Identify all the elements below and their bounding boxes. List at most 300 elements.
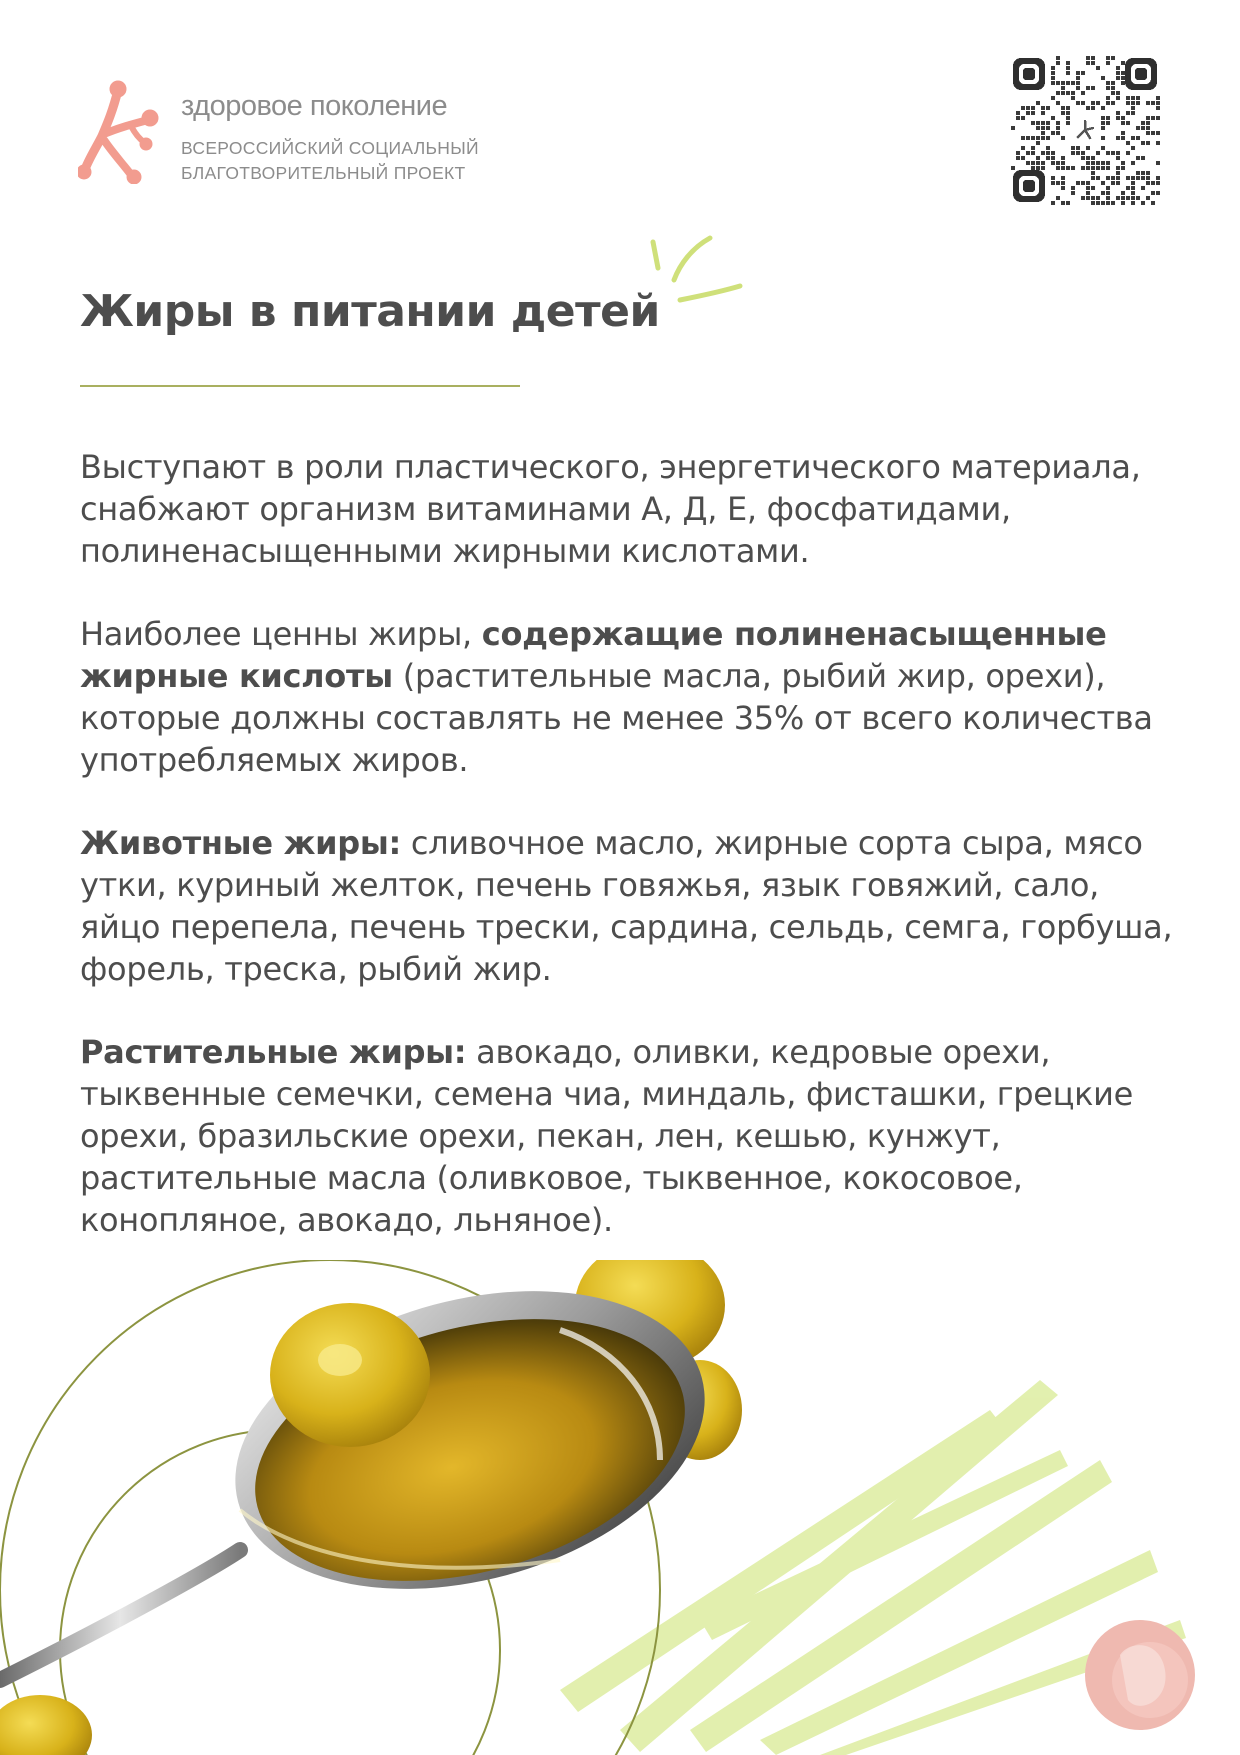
- qr-module: [1086, 61, 1090, 65]
- qr-module: [1096, 151, 1100, 155]
- qr-module: [1141, 176, 1145, 180]
- qr-module: [1116, 71, 1120, 75]
- qr-module: [1046, 146, 1050, 150]
- qr-module: [1126, 96, 1130, 100]
- qr-module: [1091, 201, 1095, 205]
- qr-module: [1121, 121, 1125, 125]
- qr-module: [1016, 116, 1020, 120]
- qr-module: [1131, 96, 1135, 100]
- qr-module: [1146, 101, 1150, 105]
- qr-module: [1076, 146, 1080, 150]
- qr-module: [1121, 131, 1125, 135]
- qr-module: [1036, 141, 1040, 145]
- qr-module: [1151, 201, 1155, 205]
- qr-module: [1106, 56, 1110, 60]
- qr-module: [1101, 181, 1105, 185]
- qr-module: [1131, 196, 1135, 200]
- qr-module: [1021, 156, 1025, 160]
- pufa-lead: Наиболее ценны жиры,: [80, 615, 482, 653]
- qr-module: [1051, 71, 1055, 75]
- qr-module: [1066, 71, 1070, 75]
- qr-module: [1141, 201, 1145, 205]
- qr-module: [1096, 166, 1100, 170]
- qr-module: [1156, 176, 1160, 180]
- qr-module: [1146, 176, 1150, 180]
- qr-module: [1121, 136, 1125, 140]
- qr-module: [1056, 131, 1060, 135]
- qr-module: [1131, 201, 1135, 205]
- qr-module: [1111, 81, 1115, 85]
- qr-module: [1116, 76, 1120, 80]
- qr-module: [1141, 156, 1145, 160]
- qr-module: [1106, 121, 1110, 125]
- qr-module: [1046, 121, 1050, 125]
- animal-fats-list: сливочное масло, жирные сорта сыра, мясо утки, куриный желток, печень говяжья, язык говяжий, сало, яйцо перепела, печень трески, сардина, сельдь, семга, горбуша, форель, треска, рыбий жир.: [80, 824, 1173, 988]
- qr-module: [1036, 166, 1040, 170]
- qr-module: [1041, 131, 1045, 135]
- qr-module: [1116, 96, 1120, 100]
- qr-module: [1086, 106, 1090, 110]
- qr-module: [1146, 141, 1150, 145]
- qr-module: [1051, 81, 1055, 85]
- qr-module: [1086, 181, 1090, 185]
- qr-module: [1121, 76, 1125, 80]
- qr-module: [1031, 151, 1035, 155]
- qr-module: [1111, 176, 1115, 180]
- qr-module: [1086, 156, 1090, 160]
- qr-module: [1031, 146, 1035, 150]
- qr-module: [1071, 166, 1075, 170]
- qr-module: [1056, 161, 1060, 165]
- qr-module: [1076, 81, 1080, 85]
- qr-module: [1016, 151, 1020, 155]
- qr-module: [1101, 126, 1105, 130]
- qr-module: [1116, 156, 1120, 160]
- qr-module: [1151, 101, 1155, 105]
- qr-module: [1021, 136, 1025, 140]
- qr-module: [1106, 186, 1110, 190]
- qr-module: [1131, 106, 1135, 110]
- qr-module: [1046, 136, 1050, 140]
- qr-module: [1111, 151, 1115, 155]
- qr-module: [1021, 116, 1025, 120]
- qr-module: [1051, 161, 1055, 165]
- qr-module: [1026, 111, 1030, 115]
- qr-module: [1121, 61, 1125, 65]
- qr-module: [1021, 106, 1025, 110]
- qr-module: [1086, 161, 1090, 165]
- qr-module: [1126, 186, 1130, 190]
- brand-tagline: [181, 136, 479, 186]
- qr-module: [1131, 181, 1135, 185]
- qr-module: [1051, 76, 1055, 80]
- qr-module: [1091, 156, 1095, 160]
- qr-module: [1041, 166, 1045, 170]
- qr-module: [1061, 91, 1065, 95]
- qr-module: [1081, 151, 1085, 155]
- qr-module: [1041, 106, 1045, 110]
- paragraph-animal-fats: [80, 822, 1180, 990]
- olive-oil-spoon-illustration: [0, 1260, 1240, 1755]
- qr-module: [1036, 136, 1040, 140]
- qr-module: [1146, 121, 1150, 125]
- qr-module: [1136, 136, 1140, 140]
- qr-module: [1091, 101, 1095, 105]
- qr-module: [1111, 56, 1115, 60]
- qr-module: [1081, 181, 1085, 185]
- qr-module: [1141, 141, 1145, 145]
- qr-module: [1061, 161, 1065, 165]
- qr-module: [1106, 101, 1110, 105]
- qr-module: [1066, 66, 1070, 70]
- qr-module: [1041, 136, 1045, 140]
- qr-module: [1151, 191, 1155, 195]
- qr-module: [1146, 131, 1150, 135]
- qr-module: [1151, 181, 1155, 185]
- qr-module: [1061, 201, 1065, 205]
- qr-module: [1121, 201, 1125, 205]
- qr-module: [1081, 91, 1085, 95]
- qr-module: [1156, 181, 1160, 185]
- qr-module: [1106, 176, 1110, 180]
- qr-module: [1106, 86, 1110, 90]
- qr-module: [1126, 101, 1130, 105]
- qr-module: [1086, 186, 1090, 190]
- qr-module: [1136, 101, 1140, 105]
- qr-module: [1026, 161, 1030, 165]
- qr-module: [1116, 151, 1120, 155]
- qr-module: [1071, 146, 1075, 150]
- qr-module: [1136, 171, 1140, 175]
- qr-module: [1146, 116, 1150, 120]
- qr-module: [1101, 161, 1105, 165]
- qr-module: [1106, 191, 1110, 195]
- qr-module: [1076, 76, 1080, 80]
- qr-module: [1151, 131, 1155, 135]
- qr-module: [1056, 181, 1060, 185]
- qr-module: [1066, 166, 1070, 170]
- qr-module: [1111, 91, 1115, 95]
- qr-module: [1116, 196, 1120, 200]
- qr-module: [1091, 166, 1095, 170]
- qr-module: [1106, 81, 1110, 85]
- qr-module: [1056, 81, 1060, 85]
- qr-module: [1061, 86, 1065, 90]
- qr-module: [1096, 66, 1100, 70]
- qr-module: [1066, 121, 1070, 125]
- qr-module: [1111, 101, 1115, 105]
- qr-module: [1036, 156, 1040, 160]
- qr-module: [1086, 191, 1090, 195]
- qr-module: [1106, 196, 1110, 200]
- qr-module: [1101, 201, 1105, 205]
- qr-module: [1106, 151, 1110, 155]
- qr-module: [1086, 196, 1090, 200]
- title-underline: [80, 385, 520, 387]
- qr-module: [1086, 56, 1090, 60]
- qr-module: [1156, 141, 1160, 145]
- qr-module: [1071, 186, 1075, 190]
- molecule-logo-icon: [78, 80, 160, 184]
- qr-module: [1076, 86, 1080, 90]
- qr-module: [1016, 156, 1020, 160]
- qr-module: [1146, 181, 1150, 185]
- pufa-rest: (растительные масла, рыбий жир, орехи), которые должны составлять не менее 35% от всего количества употребляемых жиров.: [80, 657, 1153, 779]
- qr-module: [1071, 191, 1075, 195]
- qr-module: [1116, 166, 1120, 170]
- qr-module: [1026, 106, 1030, 110]
- qr-module: [1056, 101, 1060, 105]
- qr-module: [1106, 201, 1110, 205]
- qr-module: [1071, 151, 1075, 155]
- qr-module: [1156, 191, 1160, 195]
- qr-module: [1131, 136, 1135, 140]
- qr-module: [1106, 96, 1110, 100]
- qr-module: [1126, 121, 1130, 125]
- qr-module: [1146, 196, 1150, 200]
- qr-module: [1156, 116, 1160, 120]
- qr-module: [1071, 81, 1075, 85]
- qr-module: [1091, 106, 1095, 110]
- qr-module: [1096, 201, 1100, 205]
- qr-module: [1136, 176, 1140, 180]
- qr-module: [1086, 146, 1090, 150]
- qr-module: [1091, 61, 1095, 65]
- qr-module: [1086, 166, 1090, 170]
- qr-module: [1041, 126, 1045, 130]
- qr-module: [1031, 166, 1035, 170]
- sparkle-lines-icon: [650, 234, 750, 308]
- qr-module: [1061, 166, 1065, 170]
- qr-module: [1146, 171, 1150, 175]
- qr-module: [1121, 196, 1125, 200]
- spoon: [0, 1260, 738, 1680]
- qr-module: [1036, 101, 1040, 105]
- qr-module: [1156, 161, 1160, 165]
- qr-module: [1051, 66, 1055, 70]
- qr-module: [1126, 111, 1130, 115]
- qr-module: [1141, 121, 1145, 125]
- qr-module: [1111, 181, 1115, 185]
- qr-module: [1101, 136, 1105, 140]
- qr-module: [1101, 191, 1105, 195]
- qr-module: [1136, 96, 1140, 100]
- qr-module: [1081, 196, 1085, 200]
- qr-module: [1051, 131, 1055, 135]
- brand-tagline-line2: БЛАГОТВОРИТЕЛЬНЫЙ ПРОЕКТ: [181, 163, 466, 183]
- qr-module: [1056, 196, 1060, 200]
- watercolor-circle-icon: [1085, 1620, 1195, 1730]
- qr-module: [1056, 61, 1060, 65]
- paragraph-pufa: [80, 613, 1180, 781]
- qr-module: [1141, 126, 1145, 130]
- qr-module: [1061, 106, 1065, 110]
- qr-module: [1041, 161, 1045, 165]
- qr-module: [1076, 71, 1080, 75]
- qr-module: [1061, 156, 1065, 160]
- qr-module: [1106, 116, 1110, 120]
- qr-module: [1021, 146, 1025, 150]
- qr-module: [1031, 121, 1035, 125]
- qr-module: [1126, 176, 1130, 180]
- qr-module: [1096, 101, 1100, 105]
- qr-code-icon[interactable]: [1009, 54, 1161, 206]
- paragraph-intro: Выступают в роли пластического, энергетического материала, снабжают организм витаминами А, Д, Е, фосфатидами, полиненасыщенными жирными кислотами.: [80, 448, 1141, 570]
- plant-fats-list: авокадо, оливки, кедровые орехи, тыквенные семечки, семена чиа, миндаль, фисташки, грецкие орехи, бразильские орехи, пекан, лен, кешью, кунжут, растительные масла (оливковое, тыквенное, кокосовое, конопляное, авокадо, льняное).: [80, 1033, 1134, 1239]
- qr-module: [1101, 76, 1105, 80]
- qr-module: [1111, 86, 1115, 90]
- qr-module: [1131, 146, 1135, 150]
- qr-module: [1081, 156, 1085, 160]
- qr-module: [1091, 186, 1095, 190]
- qr-module: [1071, 91, 1075, 95]
- qr-module: [1061, 186, 1065, 190]
- qr-module: [1011, 126, 1015, 130]
- qr-module: [1056, 121, 1060, 125]
- qr-module: [1041, 121, 1045, 125]
- qr-module: [1136, 126, 1140, 130]
- qr-module: [1066, 81, 1070, 85]
- qr-module: [1136, 156, 1140, 160]
- qr-module: [1131, 186, 1135, 190]
- qr-module: [1061, 181, 1065, 185]
- qr-module: [1131, 111, 1135, 115]
- qr-module: [1051, 201, 1055, 205]
- plant-fats-heading: Растительные жиры:: [80, 1033, 467, 1071]
- qr-module: [1081, 166, 1085, 170]
- qr-module: [1046, 156, 1050, 160]
- qr-module: [1096, 176, 1100, 180]
- qr-module: [1096, 161, 1100, 165]
- paragraph-plant-fats: [80, 1031, 1180, 1241]
- qr-module: [1066, 111, 1070, 115]
- qr-module: [1051, 156, 1055, 160]
- qr-module: [1016, 111, 1020, 115]
- qr-module: [1116, 66, 1120, 70]
- qr-module: [1141, 186, 1145, 190]
- qr-module: [1101, 106, 1105, 110]
- qr-module: [1061, 111, 1065, 115]
- qr-module: [1136, 196, 1140, 200]
- qr-module: [1041, 151, 1045, 155]
- qr-module: [1061, 176, 1065, 180]
- qr-module: [1096, 196, 1100, 200]
- qr-module: [1046, 151, 1050, 155]
- qr-module: [1046, 126, 1050, 130]
- qr-module: [1091, 176, 1095, 180]
- qr-module: [1101, 116, 1105, 120]
- qr-module: [1066, 116, 1070, 120]
- qr-module: [1051, 151, 1055, 155]
- qr-module: [1126, 141, 1130, 145]
- qr-module: [1121, 191, 1125, 195]
- qr-module: [1051, 96, 1055, 100]
- qr-module: [1041, 111, 1045, 115]
- qr-module: [1111, 201, 1115, 205]
- qr-module: [1061, 136, 1065, 140]
- qr-module: [1076, 101, 1080, 105]
- qr-module: [1101, 146, 1105, 150]
- pufa-emphasis: содержащие полиненасыщенные жирные кислоты: [80, 615, 1107, 695]
- page-title: Жиры в питании детей: [80, 286, 660, 337]
- qr-module: [1036, 161, 1040, 165]
- qr-module: [1121, 116, 1125, 120]
- qr-module: [1071, 96, 1075, 100]
- qr-module: [1126, 151, 1130, 155]
- qr-module: [1026, 151, 1030, 155]
- qr-module: [1121, 71, 1125, 75]
- animal-fats-heading: Животные жиры:: [80, 824, 401, 862]
- qr-module: [1091, 171, 1095, 175]
- brand-name: здоровое поколение: [181, 90, 448, 122]
- qr-module: [1046, 106, 1050, 110]
- qr-module: [1116, 91, 1120, 95]
- qr-module: [1091, 86, 1095, 90]
- qr-module: [1091, 56, 1095, 60]
- qr-module: [1156, 131, 1160, 135]
- qr-module: [1101, 166, 1105, 170]
- qr-module: [1101, 121, 1105, 125]
- article-body: [80, 446, 1180, 1282]
- qr-module: [1131, 191, 1135, 195]
- qr-module: [1126, 196, 1130, 200]
- qr-module: [1116, 116, 1120, 120]
- qr-module: [1121, 161, 1125, 165]
- qr-module: [1106, 61, 1110, 65]
- qr-module: [1066, 91, 1070, 95]
- qr-module: [1036, 126, 1040, 130]
- qr-module: [1131, 101, 1135, 105]
- qr-module: [1156, 106, 1160, 110]
- qr-module: [1031, 111, 1035, 115]
- qr-module: [1061, 81, 1065, 85]
- qr-module: [1116, 111, 1120, 115]
- qr-module: [1051, 116, 1055, 120]
- qr-module: [1056, 91, 1060, 95]
- qr-module: [1131, 176, 1135, 180]
- qr-module: [1076, 181, 1080, 185]
- qr-module: [1091, 161, 1095, 165]
- qr-module: [1116, 176, 1120, 180]
- qr-module: [1151, 116, 1155, 120]
- qr-module: [1156, 101, 1160, 105]
- qr-module: [1031, 106, 1035, 110]
- qr-module: [1146, 126, 1150, 130]
- qr-module: [1036, 121, 1040, 125]
- qr-module: [1011, 166, 1015, 170]
- qr-module: [1106, 161, 1110, 165]
- olive-bottom-left: [0, 1695, 92, 1755]
- qr-module: [1056, 126, 1060, 130]
- qr-module: [1031, 136, 1035, 140]
- brand-tagline-line1: ВСЕРОССИЙСКИЙ СОЦИАЛЬНЫЙ: [181, 138, 479, 158]
- qr-module: [1066, 201, 1070, 205]
- qr-module: [1026, 136, 1030, 140]
- qr-module: [1056, 56, 1060, 60]
- qr-module: [1066, 61, 1070, 65]
- qr-module: [1116, 171, 1120, 175]
- qr-module: [1056, 166, 1060, 170]
- qr-module: [1121, 81, 1125, 85]
- qr-module: [1121, 166, 1125, 170]
- qr-module: [1066, 106, 1070, 110]
- qr-module: [1091, 196, 1095, 200]
- qr-module: [1081, 101, 1085, 105]
- qr-module: [1116, 136, 1120, 140]
- qr-module: [1076, 151, 1080, 155]
- qr-module: [1081, 71, 1085, 75]
- qr-module: [1116, 181, 1120, 185]
